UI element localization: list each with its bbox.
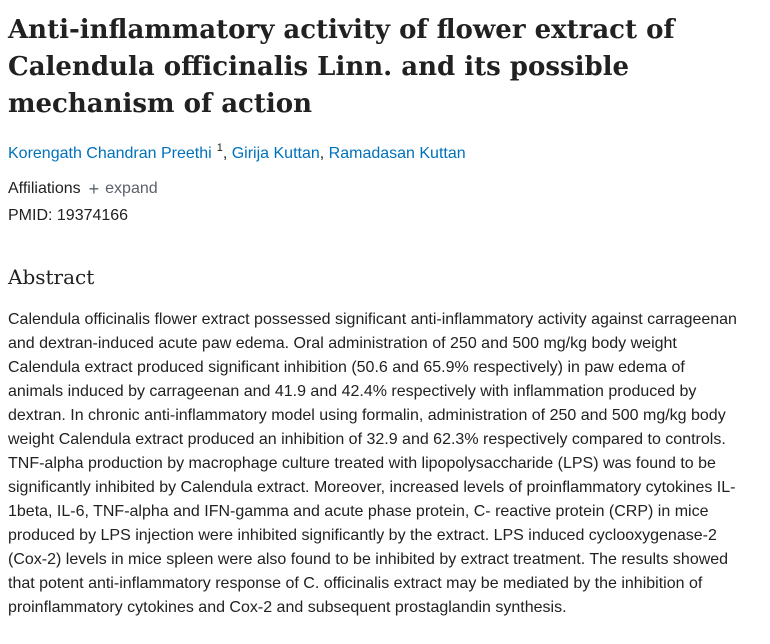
author-link-preethi[interactable]: Korengath Chandran Preethi bbox=[8, 145, 212, 162]
author-separator: , bbox=[319, 145, 329, 162]
author-separator: , bbox=[222, 145, 232, 162]
expand-affiliations-button[interactable] bbox=[89, 178, 158, 200]
author-link-girija-kuttan[interactable]: Girija Kuttan bbox=[231, 145, 320, 162]
article-page bbox=[8, 0, 748, 636]
abstract-heading: Abstract bbox=[8, 265, 95, 289]
expand-label: expand bbox=[105, 180, 158, 197]
abstract-text: Calendula officinalis flower extract possessed significant anti-inflammatory activity against carrageenan and dextran-induced acute paw edema. Oral administration of 250 and 500 mg/kg body weight Calendula extract produced significant inhibition (50.6 and 65.9% respectively) in paw edema of animals induced by carrageenan and 41.9 and 42.4% respectively with inflammation produced by dextran. In chronic anti-inflammatory model using formalin, administration of 250 and 500 mg/kg body weight Calendula extract produced an inhibition of 32.9 and 62.3% respectively compared to controls. TNF-alpha production by macrophage culture treated with lipopolysaccharide (LPS) was found to be significantly inhibited by Calendula extract. Moreover, increased levels of proinflammatory cytokines IL- 1beta, IL-6, TNF-alpha and IFN-gamma and acute phase protein, C- reactive protein (CRP) in mice produced by LPS injection were inhibited significantly by the extract. LPS induced cyclooxygenase-2 (Cox-2) levels in mice spleen were also found to be inhibited by extract treatment. The results showed that potent anti-inflammatory response of C. officinalis extract may be mediated by the inhibition of proinflammatory cytokines and Cox-2 and subsequent prostaglandin synthesis. bbox=[8, 310, 737, 616]
author-link-ramadasan-kuttan[interactable]: Ramadasan Kuttan bbox=[328, 145, 466, 162]
author-list bbox=[8, 143, 748, 165]
affiliation-superscript[interactable]: 1 bbox=[216, 142, 223, 154]
pmid: PMID: 19374166 bbox=[8, 207, 129, 224]
affiliations-row bbox=[8, 178, 748, 200]
plus-icon: + bbox=[88, 179, 100, 199]
affiliations-label: Affiliations bbox=[8, 180, 81, 197]
article-title: Anti-inflammatory activity of flower extract of Calendula officinalis Linn. and its possible mechanism of action bbox=[8, 15, 675, 119]
